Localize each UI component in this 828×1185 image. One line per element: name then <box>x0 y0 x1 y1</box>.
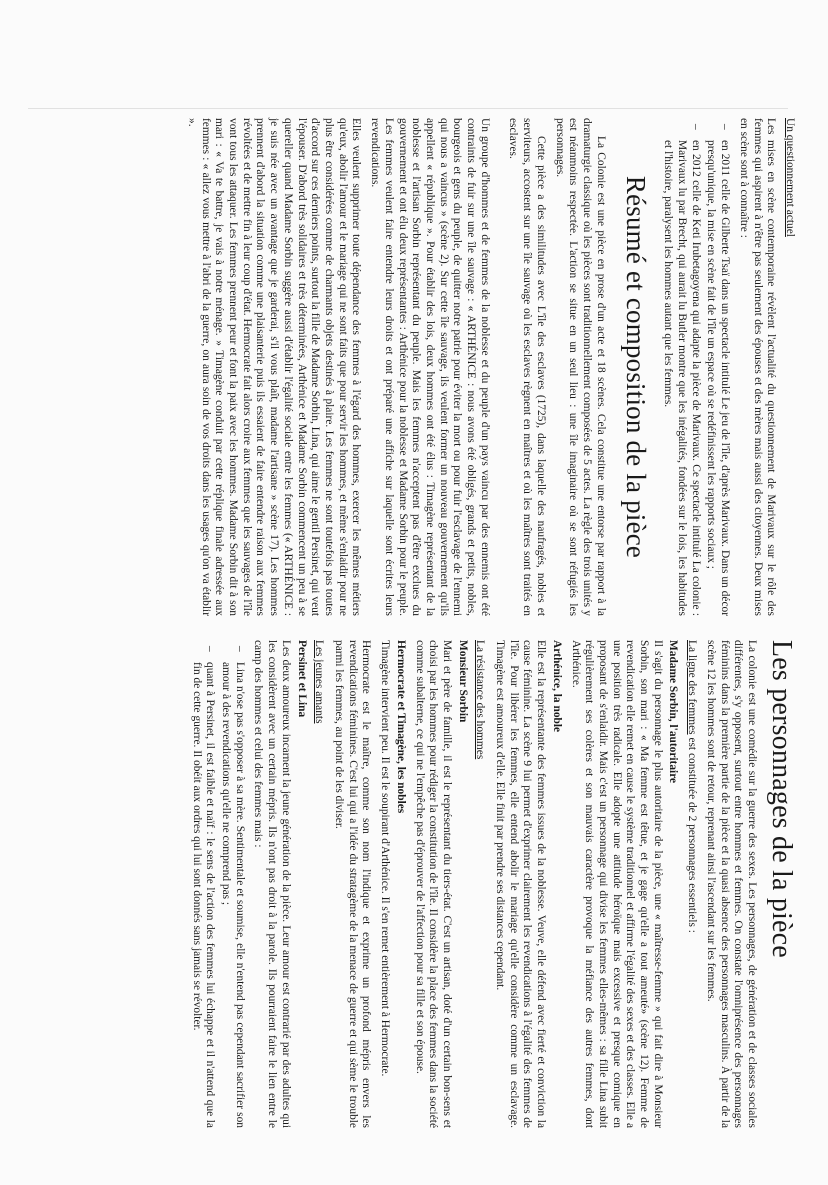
right-column <box>185 640 796 1128</box>
summary-para-3a: Un groupe d'hommes et de femmes de la noblesse et du peuple d'un pays vaincu par des ennemis ont été contraints de fuir sur une île sauvage : « ARTHÉNICE : nous avons été obligés, grands et petits, nobles, bourgeois et gens du peuple, de quitter notre patrie pour éviter la mort ou pour fuir l'esclavage de l'ennemi qui nous a vaincus » (scène 2). Sur cette île sauvage, ils veulent former un nouveau gouvernement qu'ils appellent « république ». Pour établir des lois, deux hommes ont été élus : Timagène représentant de la noblesse et l'artisan Sorbin représentant du peuple. Mais les femmes n'acceptent pas d'être exclues du gouvernement et ont élu deux représentantes : Arthénice pour la noblesse et Madame Sorbin pour le peuple. Les femmes veulent faire entendre leurs droits et ont préparé une affiche sur laquelle sont écrites leurs revendications. <box>369 118 491 616</box>
lovers-item-persinet: – quant à Persinet, il est faible et naïf : le sens de l'action des femmes lui échappe et il n'attend que la fin de cette guerre. Il obéit aux ordres qui lui sont donnés sans jamais se révolter. <box>189 662 216 1128</box>
intro-heading: Un questionnement actuel <box>784 118 796 237</box>
men-heading: La résistance des hommes <box>474 640 487 760</box>
summary-title: Résumé et composition de la pièce <box>620 175 651 559</box>
persinet-heading: Persinet et Lina <box>295 640 308 718</box>
women-line-text: est constituée de 2 personnages essentiels : <box>686 737 699 933</box>
women-line-heading: La ligne des femmes <box>686 640 699 735</box>
lovers-item-lina: – Lina n'ose pas s'opposer à sa mère. Sentimentale et soumise, elle n'entend pas cependant sacrifier son amour à des revendications qu'elle ne comprend pas ; <box>218 662 245 1128</box>
hermocrate-text-1: Timagène intervient peu. Il est le soupirant d'Arthénice. Il s'en remet entièrement à Hermocrate. <box>379 640 392 1077</box>
characters-intro: La colonie est une comédie sur la guerre des sexes. Les personnages, de génération et de classes sociales différentes, s'y opposent, surtout entre hommes et femmes. On constate l'omniprésence des personnages féminins dans la première partie de la pièce et la quasi absence des personnages masculins. À partir de la scène 12 les hommes sont de retour, reprenant ainsi l'ascendant sur les femmes. <box>704 640 758 1128</box>
summary-para-1: La Colonie est une pièce en prose d'un acte et 18 scènes. Cela constitue une entorse par rapport à la dramaturgie classique où les pièces sont traditionnellement composées de 5 actes. La règle des trois unités y est néanmoins respectée. L'action se situe en un seul lieu : une île imaginaire où se sont réfugiés les personnages. <box>553 118 607 616</box>
margin-line <box>28 108 788 109</box>
lovers-list <box>189 640 246 1128</box>
left-column <box>179 118 796 616</box>
sorbin-heading: Madame Sorbin, l'autoritaire <box>667 640 680 784</box>
women-line <box>684 640 698 1128</box>
arthenice-heading: Arthénice, la noble <box>550 640 563 733</box>
staging-list <box>661 118 732 616</box>
msorbin-heading: Monsieur Sorbin <box>456 640 469 723</box>
intro-text: Les mises en scène contemporaine révèlent l'actualité du questionnement de Marivaux sur le rôle des femmes qui aspirent à n'être pas seulement des épouses et des mères mais aussi des citoyennes. Deux mises en scène sont à connaître : <box>737 118 778 616</box>
summary-para-3b: Elles veulent supprimer toute dépendance des femmes à l'égard des hommes, exercer les mêmes métiers qu'eux, abolir l'amour et le mariage qui ne sont faits que pour servir les hommes, et même s'enlaidir pour ne plus être considérées comme de charmants objets destinés à plaire. Les femmes ne sont toutefois pas toutes d'accord sur ces derniers points, surtout la fille de Madame Sorbin, Lina, qui aime le gentil Persinet, qui veut l'épouser. D'abord très solidaires et très déterminées, Arthénice et Madame Sorbin commencent un peu à se quereller quand Madame Sorbin suggère aussi d'établir l'égalité sociale entre les femmes (« ARTHÉNICE : je suis née avec un avantage que je garderai, s'il vous plaît, madame l'artisane » scène 17). Les hommes prennent d'abord la situation comme une plaisanterie puis ils essaient de faire entendre raison aux femmes révoltées et de mettre fin à leur coup d'état. Hermocrate fait alors croire aux femmes que les sauvages de l'île vont tous les attaquer. Les femmes prennent peur et font la paix avec les hommes. Madame Sorbin dit à son mari : « Va te battre, je vais à notre ménage. » Timagène conduit par cette réplique finale adressée aux femmes : « allez vous mettre à l'abri de la guerre, on aura soin de vos droits dans les usages qu'on va établir ». <box>185 118 363 616</box>
summary-para-2: Cette pièce a des similitudes avec L'île des esclaves (1725), dans laquelle des naufragés, nobles et serviteurs, accostent sur une île sauvage où les esclaves règnent en maîtres et où les maîtres sont traités en esclaves. <box>507 118 547 616</box>
persinet-text: Les deux amoureux incarnent la jeune génération de la pièce. Leur amour est contrarié par des adultes qui les considèrent avec un certain mépris. Ils n'ont pas droit à la parole. Ils pourraient faire le lien entre le camp des hommes et celui des femmes mais : <box>252 640 292 1128</box>
hermocrate-text-2: Hermocrate est le maître, comme son nom l'indique et exprime un profond mépris envers les revendications féminines. C'est lui qui a l'idée du stratagème de la menace de guerre et qui sème le trouble parmi les femmes, au point de les diviser. <box>333 640 373 1128</box>
sorbin-text: Il s'agit du personnage le plus autoritaire de la pièce, une « maîtresse-femme » qui fait dire à Monsieur Sorbin, son mari : « Ma femme est têtue, et je gage qu'elle a tout ameuté» (scène 12). Femme de revendication elle remet en cause le système traditionnel et affirme l'égalité des sexes et des classes. Elle a une position très radicale. Elle adopte une attitude héroïque mais excessive et presque comique en proposant de s'enlaidir. Mais c'est un personnage qui divise les femmes elles-mêmes : sa fille Lina subit régulièrement ses colères et son mauvais caractère provoque la méfiance des autres femmes, dont Arthénice. <box>569 640 664 1128</box>
staging-item-2011: – en 2011 celle de Gilberte Tsaï dans un spectacle intitulé Le jeu de l'île, d'après Marivaux. Dans un décor presqu'unique, la mise en scène fait de l'île un espace où se redéfinissent les rapports sociaux ; <box>704 140 731 616</box>
arthenice-text: Elle est la représentante des femmes issues de la noblesse. Veuve, elle défend avec fierté et conviction la cause féminine. La scène 9 lui permet d'exprimer clairement les revendications à l'égalité des femmes de l'île. Pour libérer les femmes, elle entend abolir le mariage qu'elle considère comme un esclavage. Timagène est amoureux d'elle. Elle finit par prendre ses distances cependant. <box>494 640 548 1128</box>
msorbin-text: Mari et père de famille, il est le représentant du tiers-état. C'est un artisan, doté d'un certain bon-sens et choisi par les hommes pour rédiger la constitution de l'île. Il considère la place des femmes dans la société comme subalterne, ce qui ne l'empêche pas d'éprouver de l'affection pour sa fille et son épouse. <box>413 640 453 1128</box>
hermocrate-heading: Hermocrate et Timagène, les nobles <box>394 640 407 814</box>
characters-title: Les personnages de la pièce <box>766 640 797 958</box>
staging-item-2012: – en 2012 celle de Keti Irubetagoyena qui adapte la pièce de Marivaux. Ce spectacle intitulé La colonie : Marivaux lu par Brecht, qui aurait lu Butler montre que les inégalités, fondées sur le lois, les habitudes et l'histoire, paralysent les hommes autant que les femmes. <box>661 140 702 616</box>
young-heading: Les jeunes amants <box>313 640 326 724</box>
